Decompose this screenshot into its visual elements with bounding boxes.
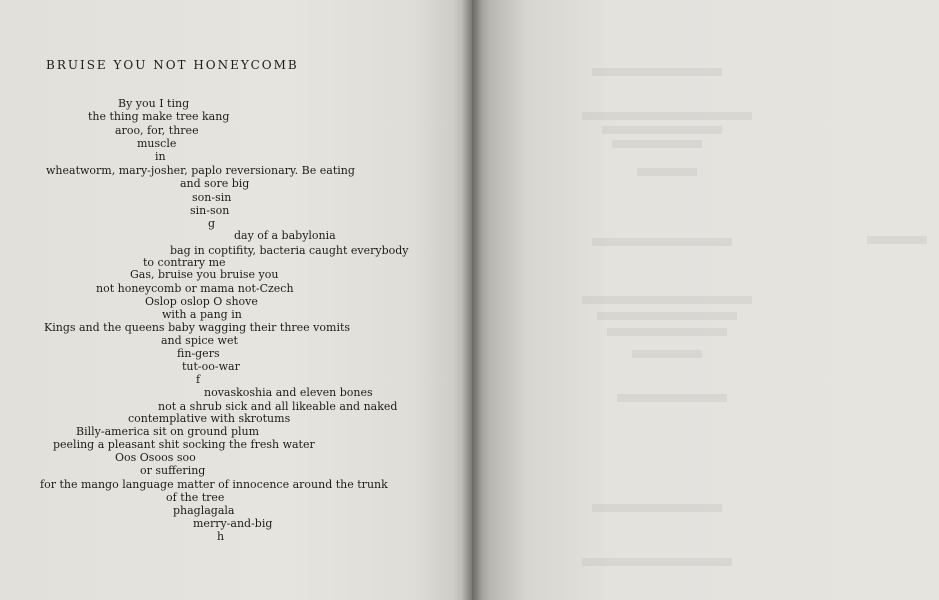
- book-gutter: [462, 0, 482, 600]
- poem-line: Oslop oslop O shove: [145, 295, 258, 308]
- poem-line: aroo, for, three: [115, 124, 199, 137]
- show-through-mark: [617, 394, 727, 402]
- poem-line: to contrary me: [143, 256, 226, 269]
- poem-line: bag in coptifity, bacteria caught everybody: [170, 244, 409, 257]
- poem-line: the thing make tree kang: [88, 110, 230, 123]
- poem-line: tut-oo-war: [182, 360, 240, 373]
- show-through-mark: [602, 126, 722, 134]
- poem-line: muscle: [137, 137, 177, 150]
- poem-line: novaskoshia and eleven bones: [204, 386, 373, 399]
- right-page: [472, 0, 939, 600]
- show-through-mark: [592, 504, 722, 512]
- poem-line: for the mango language matter of innocence around the trunk: [40, 478, 388, 491]
- poem-line: h: [217, 530, 225, 543]
- show-through-mark: [582, 112, 752, 120]
- poem-line: not honeycomb or mama not-Czech: [96, 282, 294, 295]
- show-through-mark: [637, 168, 697, 176]
- poem-line: and spice wet: [161, 334, 238, 347]
- poem-line: son-sin: [192, 191, 232, 204]
- poem-line: of the tree: [166, 491, 225, 504]
- show-through-mark: [592, 68, 722, 76]
- show-through-mark: [597, 312, 737, 320]
- poem-line: with a pang in: [162, 308, 242, 321]
- show-through-mark: [632, 350, 702, 358]
- poem-line: day of a babylonia: [234, 229, 336, 242]
- show-through-mark: [612, 140, 702, 148]
- show-through-mark: [582, 296, 752, 304]
- show-through-mark: [607, 328, 727, 336]
- poem-line: f: [196, 373, 201, 386]
- poem-line: Billy-america sit on ground plum: [76, 425, 260, 438]
- poem-line: fin-gers: [177, 347, 220, 360]
- poem-line: merry-and-big: [193, 517, 273, 530]
- poem-line: not a shrub sick and all likeable and naked: [158, 400, 398, 413]
- show-through-mark: [867, 236, 927, 244]
- poem-line: or suffering: [140, 464, 206, 477]
- poem-line: Gas, bruise you bruise you: [130, 268, 279, 281]
- poem-line: and sore big: [180, 177, 250, 190]
- poem-title: BRUISE YOU NOT HONEYCOMB: [46, 58, 299, 72]
- poem-line: sin-son: [190, 204, 230, 217]
- poem-line: g: [208, 217, 216, 230]
- poem-line: Oos Osoos soo: [115, 451, 196, 464]
- show-through-mark: [592, 238, 732, 246]
- poem-line: phaglagala: [173, 504, 235, 517]
- poem-line: in: [155, 150, 166, 163]
- show-through-mark: [582, 558, 732, 566]
- poem-line: Kings and the queens baby wagging their three vomits: [44, 321, 351, 334]
- poem-line: By you I ting: [118, 97, 190, 110]
- poem-line: contemplative with skrotums: [128, 412, 291, 425]
- poem-line: wheatworm, mary-josher, paplo reversionary. Be eating: [46, 164, 355, 177]
- poem-line: peeling a pleasant shit socking the fresh water: [53, 438, 315, 451]
